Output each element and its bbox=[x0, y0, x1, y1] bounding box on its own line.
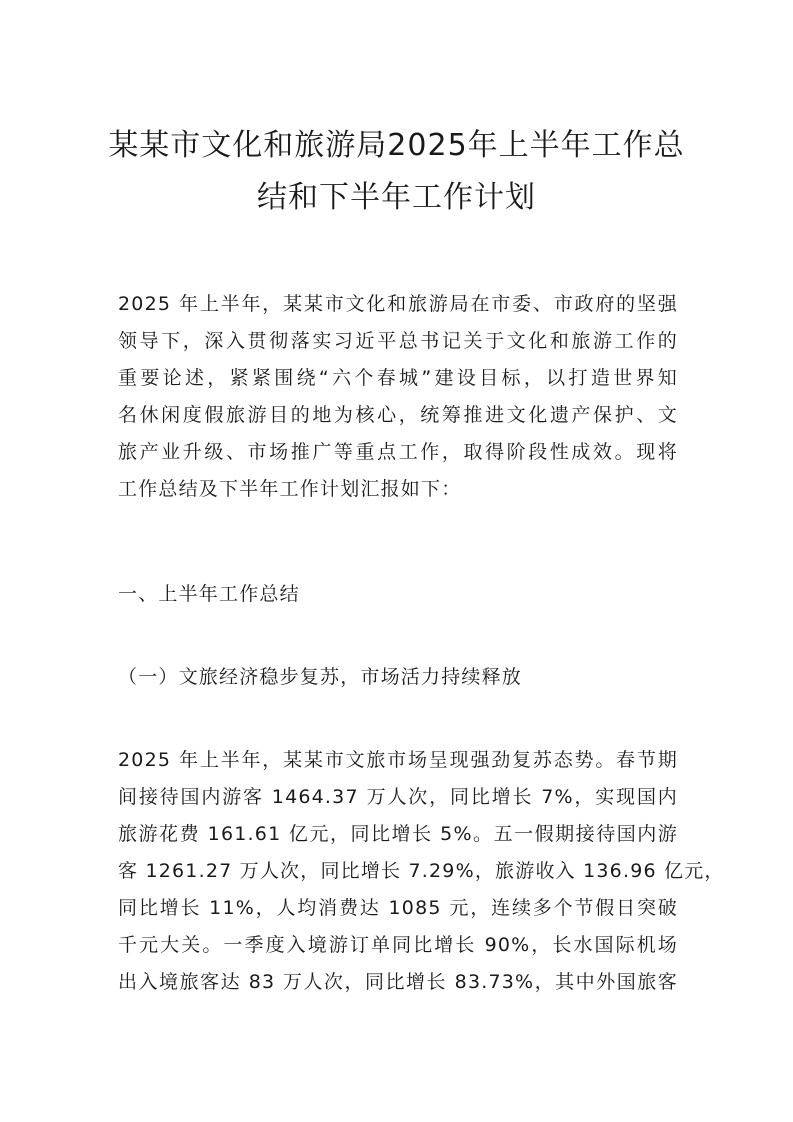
paragraph-line: 重要论述，紧紧围绕“六个春城”建设目标，以打造世界知 bbox=[118, 367, 678, 389]
body-paragraph bbox=[118, 742, 725, 1001]
document-title bbox=[100, 120, 693, 224]
paragraph-line: 间接待国内游客 1464.37 万人次，同比增长 7%，实现国内 bbox=[118, 786, 678, 808]
paragraph-line: 2025 年上半年，某某市文化和旅游局在市委、市政府的坚强 bbox=[118, 293, 678, 315]
paragraph-line: 同比增长 11%，人均消费达 1085 元，连续多个节假日突破 bbox=[118, 897, 678, 919]
section-heading-text: 一、上半年工作总结 bbox=[118, 583, 300, 605]
paragraph-line: 旅产业升级、市场推广等重点工作，取得阶段性成效。现将 bbox=[118, 441, 678, 463]
paragraph-line: 出入境旅客达 83 万人次，同比增长 83.73%，其中外国旅客 bbox=[118, 971, 678, 993]
paragraph-line: 名休闲度假旅游目的地为核心，统筹推进文化遗产保护、文 bbox=[118, 404, 678, 426]
paragraph-line: 2025 年上半年，某某市文旅市场呈现强劲复苏态势。春节期 bbox=[118, 749, 678, 771]
paragraph-line: 旅游花费 161.61 亿元，同比增长 5%。五一假期接待国内游 bbox=[118, 823, 678, 845]
subsection-heading-text: （一）文旅经济稳步复苏，市场活力持续释放 bbox=[118, 666, 523, 688]
title-line: 某某市文化和旅游局2025年上半年工作总 bbox=[108, 128, 685, 163]
intro-paragraph bbox=[118, 286, 678, 508]
paragraph-line: 领导下，深入贯彻落实习近平总书记关于文化和旅游工作的 bbox=[118, 330, 678, 352]
paragraph-line: 客 1261.27 万人次，同比增长 7.29%，旅游收入 136.96 亿元， bbox=[118, 860, 725, 882]
title-line: 结和下半年工作计划 bbox=[257, 180, 536, 215]
subsection-heading bbox=[118, 659, 678, 696]
section-heading bbox=[118, 576, 678, 613]
paragraph-line: 千元大关。一季度入境游订单同比增长 90%，长水国际机场 bbox=[118, 934, 678, 956]
paragraph-line: 工作总结及下半年工作计划汇报如下： bbox=[118, 478, 462, 500]
